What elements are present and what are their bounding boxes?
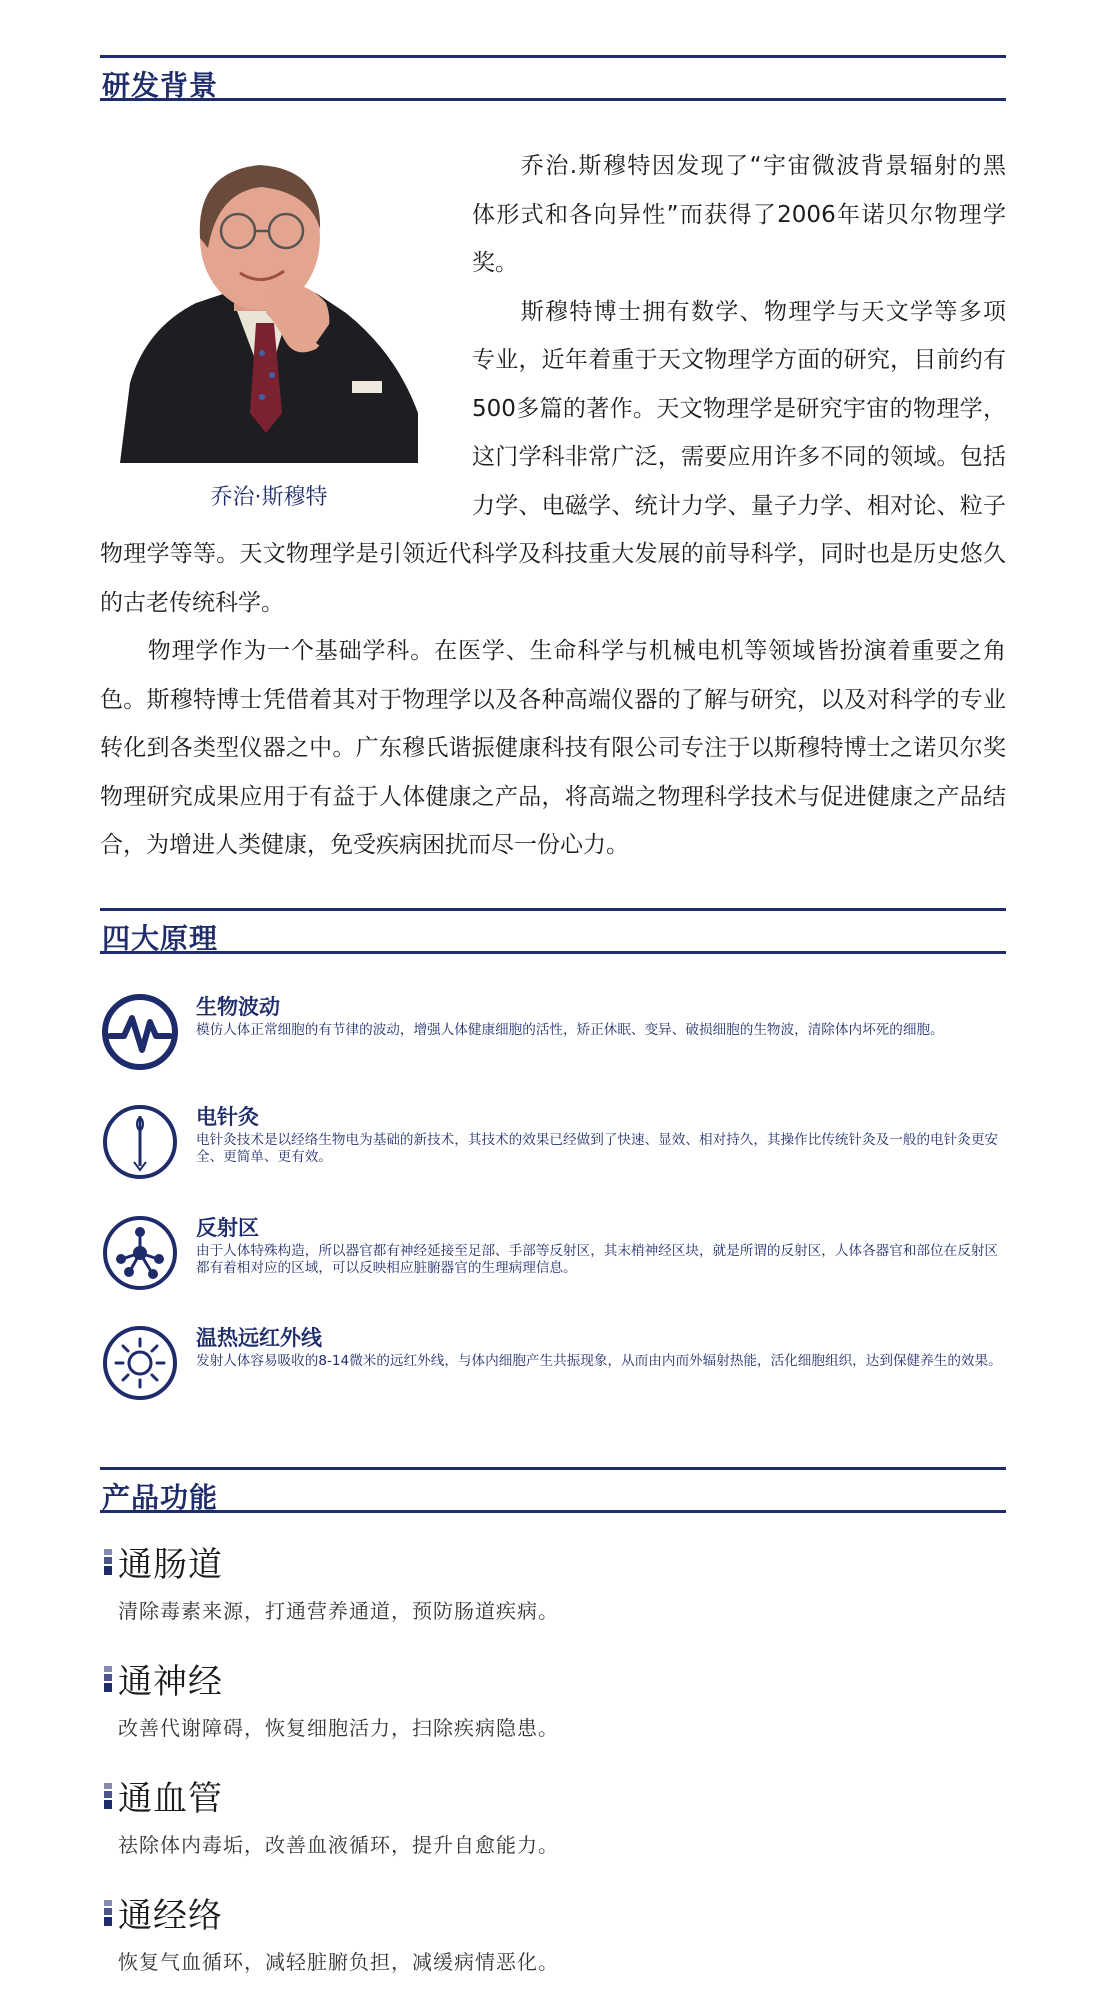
section-header-principles: [100, 908, 1006, 954]
function-title: 通神经: [118, 1662, 223, 1702]
section-title: 研发背景: [102, 69, 219, 102]
principle-title: 温热远红外线: [196, 1326, 322, 1350]
text-line: 物理研究成果应用于有益于人体健康之产品，将高端之物理科学技术与促进健康之产品结: [100, 783, 1006, 810]
needle-icon: [100, 1102, 180, 1182]
sun-icon: [100, 1323, 180, 1403]
principle-title: 电针灸: [196, 1105, 259, 1129]
wave-icon: [100, 992, 180, 1072]
function-title: 通经络: [118, 1896, 223, 1936]
text-line: 合，为增进人类健康，免受疾病困扰而尽一份心力。: [100, 832, 629, 858]
portrait-photo: [116, 153, 422, 463]
section-header-background: [100, 55, 1006, 101]
text-line: 乔治.斯穆特因发现了“宇宙微波背景辐射的黑: [472, 153, 1006, 179]
principle-desc: 由于人体特殊构造，所以器官都有神经延接至足部、手部等反射区，其末梢神经区块，就是所谓的反射区，人体各器官和部位在反射区都有着相对应的区域，可以反映相应脏腑器官的生理病理信息。: [196, 1243, 999, 1276]
function-desc: 改善代谢障碍，恢复细胞活力，扫除疾病隐患。: [118, 1716, 559, 1740]
text-line: 500多篇的著作。天文物理学是研究宇宙的物理学，: [472, 395, 1006, 422]
function-desc: 恢复气血循环，减轻脏腑负担，减缓病情恶化。: [118, 1950, 559, 1974]
text-line: 转化到各类型仪器之中。广东穆氏谐振健康科技有限公司专注于以斯穆特博士之诺贝尔奖: [100, 735, 1006, 761]
principle-title: 反射区: [196, 1216, 259, 1240]
section-header-functions: [100, 1467, 1006, 1513]
principle-item: [100, 1323, 1006, 1413]
text-line: 力学、电磁学、统计力学、量子力学、相对论、粒子: [472, 492, 1006, 519]
text-line: 斯穆特博士拥有数学、物理学与天文学等多项: [472, 298, 1006, 325]
function-title: 通肠道: [118, 1545, 223, 1585]
text-line: 这门学科非常广泛，需要应用许多不同的领域。包括: [472, 444, 1006, 470]
function-desc: 清除毒素来源，打通营养通道，预防肠道疾病。: [118, 1599, 559, 1623]
section-title: 产品功能: [102, 1481, 219, 1514]
principle-item: [100, 992, 1006, 1082]
text-line: 的古老传统科学。: [100, 589, 284, 616]
text-line: 体形式和各向异性”而获得了2006年诺贝尔物理学: [472, 201, 1006, 228]
molecule-icon: [100, 1213, 180, 1293]
bullet-marker-icon: [104, 1666, 112, 1692]
bullet-marker-icon: [104, 1783, 112, 1809]
section-title: 四大原理: [102, 922, 219, 955]
principle-item: [100, 1102, 1006, 1192]
text-line: 物理学等等。天文物理学是引领近代科学及科技重大发展的前导科学，同时也是历史悠久: [100, 541, 1006, 567]
principle-desc: 电针灸技术是以经络生物电为基础的新技术，其技术的效果已经做到了快速、显效、相对持久，其操作比传统针灸及一般的电针灸更安全、更简单、更有效。: [196, 1132, 999, 1165]
function-desc: 祛除体内毒垢，改善血液循环，提升自愈能力。: [118, 1833, 559, 1857]
text-line: 色。斯穆特博士凭借着其对于物理学以及各种高端仪器的了解与研究，以及对科学的专业: [100, 686, 1006, 713]
photo-caption: 乔治·斯穆特: [210, 485, 328, 510]
bullet-marker-icon: [104, 1549, 112, 1575]
text-line: 奖。: [472, 250, 518, 276]
principle-desc: 模仿人体正常细胞的有节律的波动，增强人体健康细胞的活性，矫正休眠、变异、破损细胞的生物波，清除体内坏死的细胞。: [196, 1022, 944, 1038]
principle-item: [100, 1213, 1006, 1303]
text-line: 专业，近年着重于天文物理学方面的研究，目前约有: [472, 347, 1006, 373]
principle-desc: 发射人体容易吸收的8-14微米的远红外线，与体内细胞产生共振现象，从而由内而外辐射热能，活化细胞组织，达到保健养生的效果。: [196, 1353, 1002, 1369]
principle-title: 生物波动: [196, 995, 280, 1019]
function-title: 通血管: [118, 1779, 223, 1819]
bullet-marker-icon: [104, 1900, 112, 1926]
text-line: 物理学作为一个基础学科。在医学、生命科学与机械电机等领域皆扮演着重要之角: [100, 638, 1006, 664]
